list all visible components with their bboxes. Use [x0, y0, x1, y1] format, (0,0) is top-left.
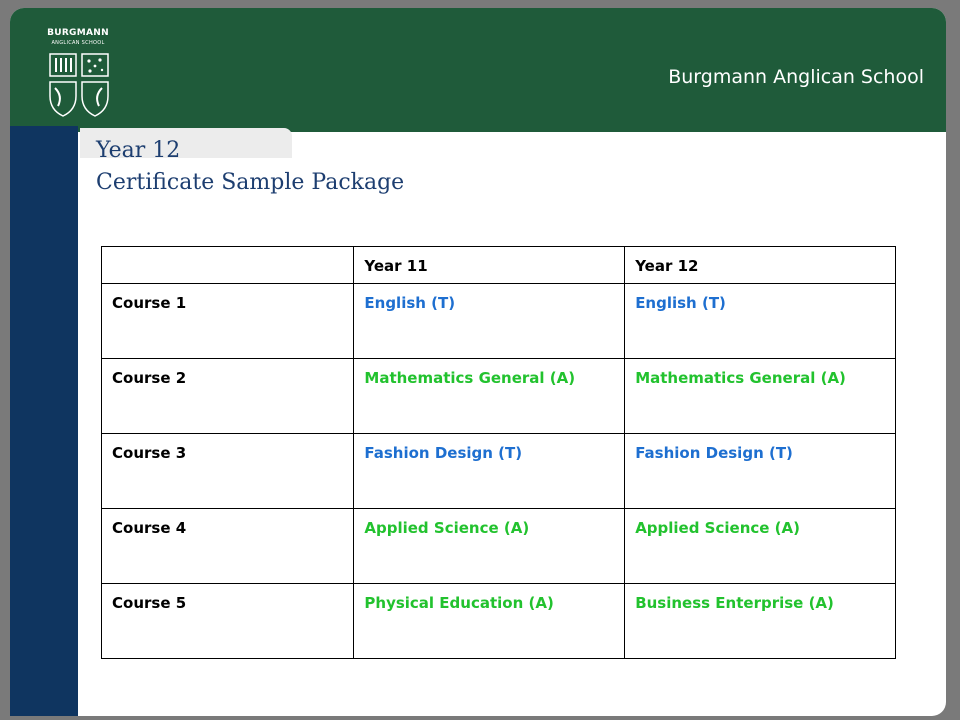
school-crest-icon: [48, 52, 110, 120]
year12-course: Applied Science (A): [625, 509, 896, 584]
page-subtitle: Certificate Sample Package: [96, 170, 405, 195]
table-row: [102, 359, 896, 434]
school-name: Burgmann Anglican School: [668, 66, 924, 88]
table-row: [102, 509, 896, 584]
year11-course: Physical Education (A): [354, 584, 625, 659]
year12-course: Business Enterprise (A): [625, 584, 896, 659]
header-cell-year11: Year 11: [354, 247, 625, 284]
table-header-row: [102, 247, 896, 284]
header-cell-year12: Year 12: [625, 247, 896, 284]
course-label: Course 3: [102, 434, 354, 509]
year11-course: English (T): [354, 284, 625, 359]
year12-course: English (T): [625, 284, 896, 359]
year11-course: Fashion Design (T): [354, 434, 625, 509]
table-row: [102, 284, 896, 359]
course-label: Course 4: [102, 509, 354, 584]
left-sidebar-bar: [10, 126, 78, 716]
course-label: Course 2: [102, 359, 354, 434]
school-logo: [38, 22, 122, 122]
page-title: Year 12: [96, 138, 181, 163]
logo-text-line2: ANGLICAN SCHOOL: [51, 40, 105, 46]
course-label: Course 5: [102, 584, 354, 659]
table-row: [102, 434, 896, 509]
header-bar: [10, 8, 946, 132]
year12-course: Fashion Design (T): [625, 434, 896, 509]
logo-text-line1: BURGMANN: [47, 28, 109, 38]
year12-course: Mathematics General (A): [625, 359, 896, 434]
header-cell-blank: [102, 247, 354, 284]
table-row: [102, 584, 896, 659]
course-label: Course 1: [102, 284, 354, 359]
year11-course: Applied Science (A): [354, 509, 625, 584]
course-table: [101, 246, 896, 659]
year11-course: Mathematics General (A): [354, 359, 625, 434]
